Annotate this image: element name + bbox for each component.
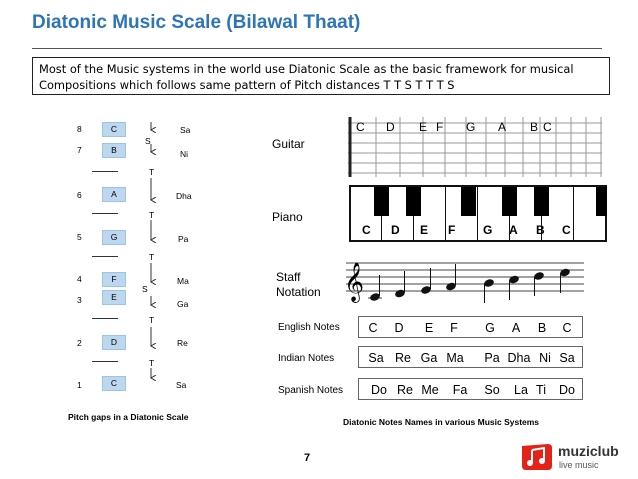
note-name: Pa: [484, 351, 500, 365]
page-title: Diatonic Music Scale (Bilawal Thaat): [32, 12, 361, 33]
degree-number: 2: [77, 338, 82, 348]
black-key: [502, 187, 517, 216]
note-box: C: [102, 376, 126, 391]
gap-label: T: [149, 252, 155, 262]
note-name: Sa: [368, 351, 384, 365]
indian-label: Ni: [180, 149, 189, 159]
piano-key-label: G: [483, 223, 493, 237]
guitar-note: F: [436, 120, 444, 134]
black-key: [534, 187, 549, 216]
indian-label: Re: [177, 338, 188, 348]
systems-caption: Diatonic Notes Names in various Music Systems: [343, 417, 540, 427]
note-name: B: [537, 321, 547, 335]
staff-label: [276, 270, 321, 300]
note-box: A: [102, 187, 126, 202]
note-name: A: [511, 321, 521, 335]
guitar-label: Guitar: [272, 137, 305, 151]
degree-number: 4: [77, 274, 82, 284]
spanish-notes-box: [358, 378, 583, 400]
gap-label: T: [149, 167, 155, 177]
note-name: C: [562, 321, 572, 335]
indian-label: Ga: [177, 299, 189, 309]
scale-caption: Pitch gaps in a Diatonic Scale: [68, 412, 189, 422]
note-box: G: [102, 230, 126, 245]
note-name: Sa: [559, 351, 575, 365]
degree-number: 6: [77, 190, 82, 200]
level-line: [92, 318, 118, 319]
guitar-note: E: [419, 120, 428, 134]
piano-label: Piano: [272, 210, 303, 224]
indian-label: Sa: [180, 125, 191, 135]
piano-key-label: C: [562, 223, 571, 237]
level-line: [92, 256, 118, 257]
gap-label: T: [149, 210, 155, 220]
black-key: [406, 187, 421, 216]
degree-number: 3: [77, 295, 82, 305]
note-box: C: [102, 122, 126, 137]
note-name: C: [368, 321, 378, 335]
note-name: Dha: [507, 351, 531, 365]
note-name: Me: [421, 383, 439, 397]
page-number: 7: [304, 452, 311, 464]
piano-key-label: B: [536, 223, 545, 237]
indian-label: Sa: [176, 380, 187, 390]
gap-label: S: [142, 284, 148, 294]
indian-label: Pa: [178, 234, 189, 244]
piano-key-label: E: [420, 223, 429, 237]
row-label: Indian Notes: [278, 353, 335, 364]
note-name: Do: [371, 383, 387, 397]
note-name: Ti: [536, 383, 546, 397]
gap-label: T: [149, 315, 155, 325]
note-name: Re: [397, 383, 413, 397]
piano-key-label: C: [362, 223, 371, 237]
staff-label-line1: Staff: [276, 270, 301, 284]
guitar-note: C: [356, 120, 365, 134]
note-name: La: [514, 383, 528, 397]
brand-name: muziclub: [558, 443, 619, 459]
note-name: E: [424, 321, 434, 335]
note-name: So: [484, 383, 500, 397]
english-notes-box: [358, 316, 583, 338]
guitar-note: C: [543, 120, 552, 134]
indian-label: Ma: [177, 276, 189, 286]
black-key: [596, 187, 607, 216]
note-box: D: [102, 335, 126, 350]
note-name: Ma: [446, 351, 464, 365]
guitar-note: B: [530, 120, 539, 134]
note-box: E: [102, 290, 126, 305]
degree-number: 7: [77, 145, 82, 155]
guitar-note: A: [498, 120, 507, 134]
guitar-note: G: [466, 120, 476, 134]
guitar-note: D: [386, 120, 395, 134]
indian-notes-box: [358, 346, 583, 368]
piano-key-label: A: [509, 223, 518, 237]
note-box: B: [102, 143, 126, 158]
staff-label-line2: Notation: [276, 285, 321, 299]
treble-clef-icon: 𝄞: [344, 262, 365, 302]
row-label: Spanish Notes: [278, 385, 344, 396]
level-line: [92, 171, 118, 172]
degree-number: 1: [77, 380, 82, 390]
row-label: English Notes: [278, 322, 340, 333]
piano-keyboard: [349, 185, 607, 242]
piano-key-label: F: [448, 223, 456, 237]
note-box: F: [102, 272, 126, 287]
degree-number: 8: [77, 124, 82, 134]
indian-label: Dha: [176, 191, 192, 201]
gap-label: S: [145, 136, 151, 146]
level-line: [92, 361, 118, 362]
intro-box: [32, 57, 610, 95]
intro-line-1: Most of the Music systems in the world use Diatonic Scale as the basic framework for musical: [39, 62, 574, 76]
intro-line-2: Compositions which follows same pattern of Pitch distances T T S T T T S: [39, 78, 455, 92]
brand-tagline: live music: [559, 460, 599, 470]
black-key: [461, 187, 476, 216]
level-line: [92, 213, 118, 214]
note-name: Do: [559, 383, 575, 397]
title-divider: [32, 48, 602, 49]
degree-number: 5: [77, 232, 82, 242]
note-name: Fa: [452, 383, 468, 397]
note-name: D: [394, 321, 404, 335]
gap-label: T: [149, 358, 155, 368]
note-name: Re: [395, 351, 411, 365]
staff-notation: [344, 255, 586, 305]
music-note-icon: [518, 442, 554, 472]
note-name: G: [485, 321, 495, 335]
note-name: Ga: [420, 351, 438, 365]
black-key: [374, 187, 389, 216]
note-name: Ni: [539, 351, 551, 365]
piano-key-label: D: [391, 223, 400, 237]
note-name: F: [450, 321, 458, 335]
